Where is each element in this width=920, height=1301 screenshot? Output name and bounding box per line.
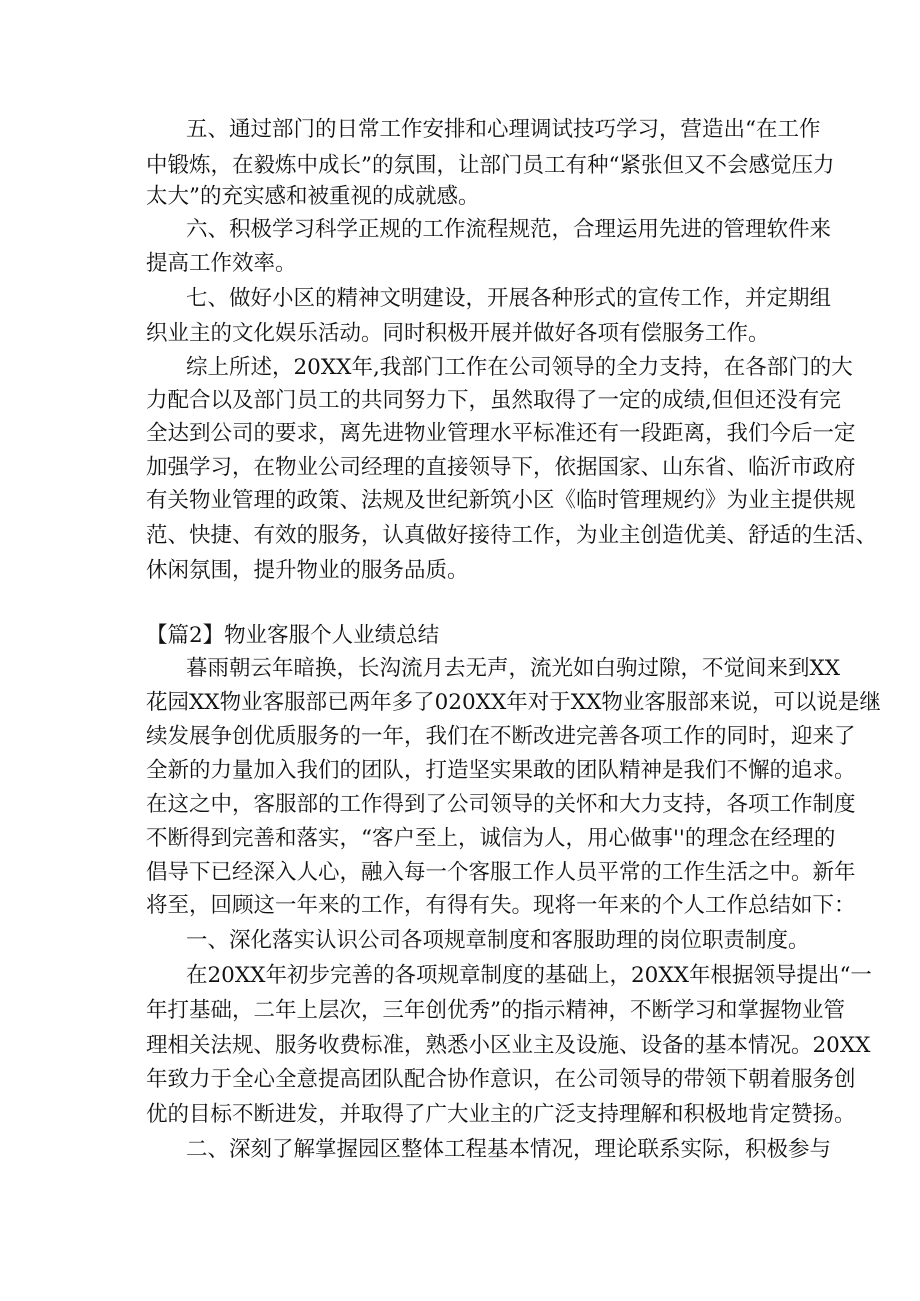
paragraph-6-line-1: 六、积极学习科学正规的工作流程规范，合理运用先进的管理软件来 [186, 217, 832, 242]
paragraph-5-line-3: 太大”的充实感和被重视的成就感。 [146, 184, 480, 209]
paragraph-7-line-1: 七、做好小区的精神文明建设，开展各种形式的宣传工作，并定期组 [186, 286, 832, 311]
item-1-title: 一、深化落实认识公司各项规章制度和客服助理的岗位职责制度。 [186, 928, 810, 953]
intro-line-2: 花园XX物业客服部已两年多了020XX年对于XX物业客服部来说，可以说是继 [146, 690, 881, 715]
intro-line-6: 不断得到完善和落实，“客户至上，诚信为人，用心做事''的理念在经理的 [146, 826, 836, 851]
summary-line-5: 有关物业管理的政策、法规及世纪新筑小区《临时管理规约》为业主提供规 [146, 488, 856, 513]
summary-line-3: 全达到公司的要求，离先进物业管理水平标准还有一段距离，我们今后一定 [146, 421, 856, 446]
summary-line-2: 力配合以及部门员工的共同努力下，虽然取得了一定的成绩,但但还没有完 [146, 388, 841, 413]
item-1-line-3: 理相关法规、服务收费标准，熟悉小区业主及设施、设备的基本情况。20XX [146, 1033, 871, 1058]
item-1-line-5: 优的目标不断进发，并取得了广大业主的广泛支持理解和积极地肯定赞扬。 [146, 1102, 856, 1127]
item-2-title: 二、深刻了解掌握园区整体工程基本情况，理论联系实际，积极参与 [186, 1137, 832, 1162]
paragraph-7-line-2: 织业主的文化娱乐活动。同时积极开展并做好各项有偿服务工作。 [146, 321, 770, 346]
paragraph-5-line-1: 五、通过部门的日常工作安排和心理调试技巧学习，营造出“在工作 [186, 117, 821, 142]
intro-line-8: 将至，回顾这一年来的工作，有得有失。现将一年来的个人工作总结如下： [146, 893, 856, 918]
summary-line-4: 加强学习，在物业公司经理的直接领导下，依据国家、山东省、临沂市政府 [146, 455, 856, 480]
item-1-line-1: 在20XX年初步完善的各项规章制度的基础上，20XX年根据领导提出“一 [186, 963, 872, 988]
paragraph-6-line-2: 提高工作效率。 [146, 251, 297, 276]
summary-line-7: 休闲氛围，提升物业的服务品质。 [146, 558, 469, 583]
item-1-line-2: 年打基础，二年上层次，三年创优秀”的指示精神，不断学习和掌握物业管 [146, 998, 845, 1023]
summary-line-1: 综上所述，20XX年,我部门工作在公司领导的全力支持，在各部门的大 [186, 355, 853, 380]
section-heading-2: 【篇2】物业客服个人业绩总结 [146, 623, 440, 648]
intro-line-1: 暮雨朝云年暗换，长沟流月去无声，流光如白驹过隙，不觉间来到XX [186, 656, 841, 681]
intro-line-4: 全新的力量加入我们的团队，打造坚实果敢的团队精神是我们不懈的追求。 [146, 758, 856, 783]
intro-line-3: 续发展争创优质服务的一年，我们在不断改进完善各项工作的同时，迎来了 [146, 724, 856, 749]
summary-line-6: 范、快捷、有效的服务，认真做好接待工作，为业主创造优美、舒适的生活、 [146, 523, 878, 548]
item-1-line-4: 年致力于全心全意提高团队配合协作意识，在公司领导的带领下朝着服务创 [146, 1067, 856, 1092]
paragraph-5-line-2: 中锻炼，在毅炼中成长”的氛围，让部门员工有种“紧张但又不会感觉压力 [146, 153, 835, 178]
intro-line-5: 在这之中，客服部的工作得到了公司领导的关怀和大力支持，各项工作制度 [146, 792, 856, 817]
intro-line-7: 倡导下已经深入人心，融入每一个客服工作人员平常的工作生活之中。新年 [146, 860, 856, 885]
